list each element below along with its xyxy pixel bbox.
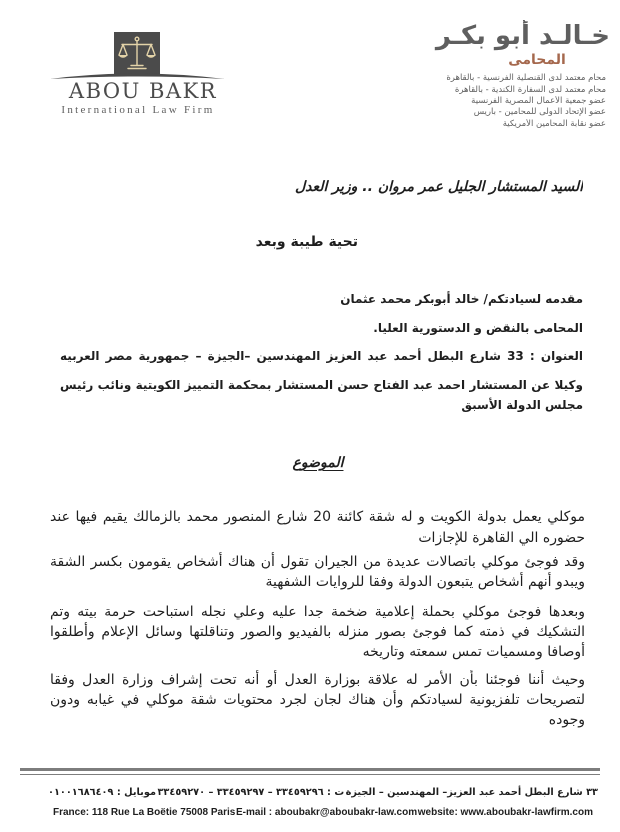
paragraph-line: التشكيك في ذمته كما فوجئ بصور منزله بالفيديو والصور وتناقلتها وسائل الإعلام وأطلقوا	[50, 624, 585, 640]
credential-line: عضو نقابة المحامين الأمريكية	[502, 119, 606, 129]
logo-firm-name: ABOU BAKR	[68, 80, 218, 103]
credential-line: محام معتمد لدى السفارة الكندية - بالقاهرة	[454, 85, 606, 95]
logo-tagline: International Law Firm	[61, 104, 215, 116]
sender-address-line: العنوان : 33 شارع البطل أحمد عبد العزيز المهندسين –الجيزة – جمهورية مصر العربيه	[60, 349, 583, 363]
paragraph-line: وبعدها فوجئ موكلي بحملة إعلامية ضخمة جدا عليه وعلي نجله استباحت حرمة بيته وتم	[50, 604, 585, 620]
footer-divider	[20, 774, 600, 775]
paragraph-line: وجوده	[548, 712, 585, 728]
subject-heading: الموضوع	[292, 455, 344, 471]
footer-france-address: France: 118 Rue La Boëtie 75008 Paris	[53, 807, 236, 818]
credential-line: عضو جمعية الأعمال المصرية الفرنسية	[471, 96, 606, 106]
paragraph-line: حضوره الي القاهرة للإجازات	[418, 530, 585, 546]
paragraph-line: ويبدو أنهم أشخاص يتبعون الدولة وفقا للروايات الشفهية	[265, 574, 585, 590]
credential-line: محام معتمد لدى القنصلية الفرنسية - بالقاهرة	[446, 73, 606, 83]
sender-mandate-line: وكيلا عن المستشار احمد عبد الفتاح حسن المستشار بمحكمة التمييز الكويتية ونائب رئيس	[60, 378, 583, 392]
footer-address: ٣٣ شارع البطل أحمد عبد العزيز– المهندسين – الجيزة	[345, 787, 598, 798]
paragraph-line: وقد فوجئ موكلي باتصالات عديدة من الجيران تقول أن هناك أشخاص يقومون بكسر الشقة	[50, 554, 585, 570]
scales-of-justice-icon	[114, 32, 160, 74]
paragraph-line: وحيث أننا فوجئنا بأن الأمر له علاقة بوزارة العدل أو أنه تحت إشراف وزارة العدل وفقا	[50, 672, 585, 688]
paragraph-line: لتصريحات تلفزيونية لسيادتكم وأن هناك لجان لجرد محتويات شقة موكلي في غيابه ودون	[50, 692, 585, 708]
lawyer-title: المحامى	[508, 52, 566, 68]
footer-divider	[20, 768, 600, 771]
addressee-line: السيد المستشار الجليل عمر مروان .. وزير العدل	[294, 179, 583, 195]
footer-mobile: موبايل : ٠١٠٠١٦٨٦٤٠٩	[48, 787, 156, 798]
paragraph-line: أوصافا ومسميات تمس سمعته وتاريخه	[362, 644, 585, 660]
footer-phones: ت : ٣٣٤٥٩٢٩٦ – ٣٣٤٥٩٢٩٧ – ٣٣٤٥٩٢٧٠	[157, 787, 345, 798]
footer-contact-arabic	[48, 785, 598, 801]
sender-name-line: مقدمه لسيادتكم/ خالد أبوبكر محمد عثمان	[340, 292, 583, 306]
credential-line: عضو الإتحاد الدولى للمحامين - باريس	[473, 107, 606, 117]
paragraph-line: موكلي يعمل بدولة الكويت و له شقة كائنة 20 شارع المنصور محمد بالزمالك يقيم فيها عند	[50, 509, 585, 525]
footer-email: E-mail : aboubakr@aboubakr-law.com	[236, 807, 418, 818]
footer-contact-latin	[53, 805, 593, 820]
sender-mandate-line: مجلس الدولة الأسبق	[461, 398, 583, 412]
greeting-line: تحية طيبة وبعد	[255, 234, 358, 250]
sender-title-line: المحامى بالنقض و الدستورية العليا.	[373, 321, 583, 335]
footer-website: website: www.aboubakr-lawfirm.com	[417, 807, 593, 818]
lawyer-name: خـالـد أبو بكـر	[435, 21, 610, 51]
